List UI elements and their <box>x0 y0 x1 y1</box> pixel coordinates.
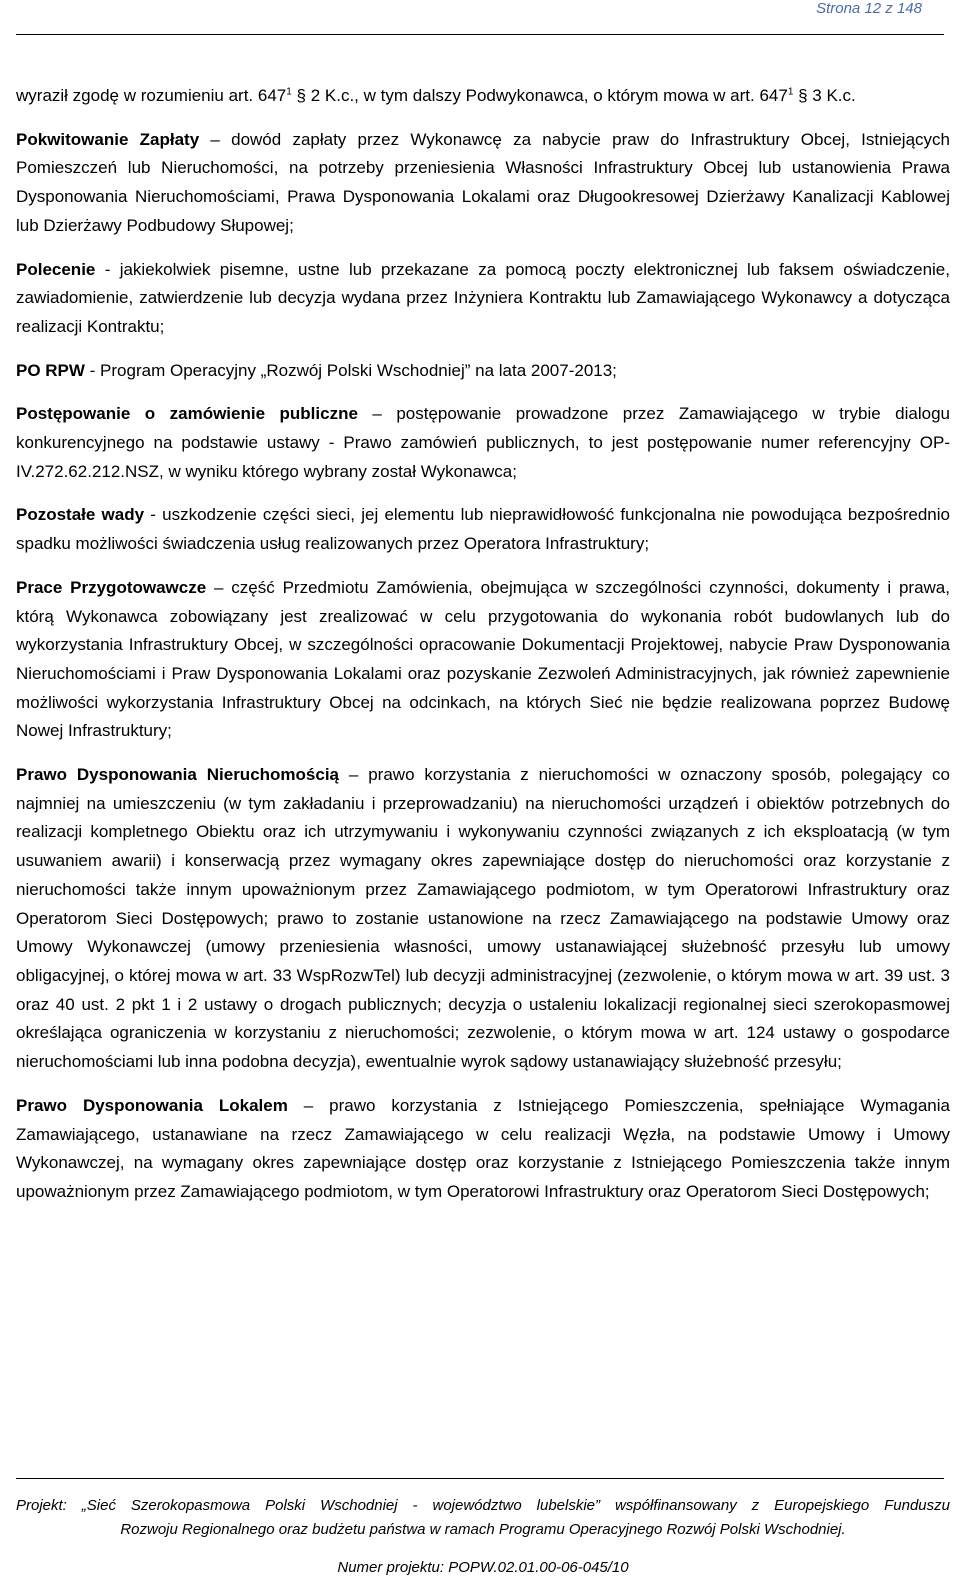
footer-project-line: Projekt: „Sieć Szerokopasmowa Polski Wschodniej - województwo lubelskie” współfinansowany z Europejskiego Funduszu <box>16 1497 950 1514</box>
page-footer <box>16 1494 950 1580</box>
definition-term: Prawo Dysponowania Nieruchomością <box>16 765 340 785</box>
definition-text: – prawo korzystania z Istniejącego Pomieszczenia, spełniające Wymagania Zamawiającego, ustanawiane na rzecz Zamawiającego w celu realizacji Węzła, na podstawie Umowy i Umowy Wykonawczej, na wymagany okres zapewniające dostęp oraz korzystanie z Istniejącego Pomieszczenia także innym upoważnionym przez Zamawiającego podmiotom, w tym Operatorowi Infrastruktury oraz Operatorom Sieci Dostępowych; <box>16 1095 950 1201</box>
page-number: Strona 12 z 148 <box>816 0 922 17</box>
definition-term: Prawo Dysponowania Lokalem <box>16 1095 288 1115</box>
superscript: 1 <box>787 86 794 98</box>
definition-prawo-dysponowania-nieruchomoscia <box>16 761 950 1077</box>
definition-prace-przygotowawcze <box>16 574 950 746</box>
definition-term: Polecenie <box>16 259 96 279</box>
paragraph-text: wyraził zgodę w rozumieniu art. 647 <box>16 86 287 105</box>
definition-text: - jakiekolwiek pisemne, ustne lub przekazane za pomocą poczty elektronicznej lub faksem oświadczenie, zawiadomienie, zatwierdzenie lub decyzja wydana przez Inżyniera Kontraktu lub Zamawiającego Wykonawcy a dotycząca realizacji Kontraktu; <box>16 259 950 336</box>
definition-polecenie <box>16 256 950 342</box>
footer-funding-line: Rozwoju Regionalnego oraz budżetu państwa w ramach Programu Operacyjnego Rozwój Polski Wschodniej. <box>120 1521 846 1538</box>
definition-po-rpw <box>16 357 950 386</box>
definition-term: Postępowanie o zamówienie publiczne <box>16 404 358 424</box>
definition-text: - Program Operacyjny „Rozwój Polski Wschodniej” na lata 2007-2013; <box>84 360 617 380</box>
header-divider <box>16 34 944 35</box>
superscript: 1 <box>286 86 292 98</box>
definition-text: – postępowanie prowadzone przez Zamawiającego w trybie dialogu konkurencyjnego na podstawie ustawy - Prawo zamówień publicznych, to jest postępowanie numer referencyjny OP-IV.272.62.212.NSZ, w wyniku którego wybrany został Wykonawca; <box>16 404 950 481</box>
definition-pokwitowanie-zaplaty <box>16 126 950 241</box>
definition-term: Prace Przygotowawcze <box>16 577 207 597</box>
definition-prawo-dysponowania-lokalem <box>16 1092 950 1207</box>
definition-postepowanie <box>16 400 950 486</box>
definition-term: Pozostałe wady <box>16 505 145 525</box>
definition-term: PO RPW <box>16 360 85 380</box>
paragraph-text: § 2 K.c., w tym dalszy Podwykonawca, o którym mowa w art. 647 <box>291 86 788 105</box>
definitions-body <box>16 82 950 1222</box>
definition-text: – część Przedmiotu Zamówienia, obejmująca w szczególności czynności, dokumenty i prawa, którą Wykonawca zobowiązany jest zrealizować w celu przygotowania do wykonania robót budowlanych lub do wykorzystania Infrastruktury Obcej, w szczególności opracowanie Dokumentacji Projektowej, nabycie Praw Dysponowania Nieruchomościami i Praw Dysponowania Lokalami oraz pozyskanie Zezwoleń Administracyjnych, jak również zapewnienie możliwości wykorzystania Infrastruktury Obcej na odcinkach, na których Sieć nie będzie realizowana poprzez Budowę Nowej Infrastruktury; <box>16 577 950 741</box>
definition-text: – prawo korzystania z nieruchomości w oznaczony sposób, polegający co najmniej na umieszczeniu (w tym zakładaniu i przeprowadzaniu) na nieruchomości urządzeń i obiektów potrzebnych do realizacji kompletnego Obiektu oraz ich utrzymywaniu i wykonywaniu czynności związanych z ich eksploatacją (w tym usuwaniem awarii) i konserwacją przez wymagany okres zapewniające dostęp do nieruchomości oraz korzystanie z nieruchomości także innym upoważnionym przez Zamawiającego podmiotom, w tym Operatorowi Infrastruktury oraz Operatorom Sieci Dostępowych; prawo to zostanie ustanowione na rzecz Zamawiającego na podstawie Umowy oraz Umowy Wykonawczej (umowy przeniesienia własności, umowy ustanawiającej służebność przesyłu lub umowy obligacyjnej, o której mowa w art. 33 WspRozwTel) lub decyzji administracyjnej (zezwolenie, o którym mowa w art. 39 ust. 3 oraz 40 ust. 2 pkt 1 i 2 ustawy o drogach publicznych; decyzja o ustaleniu lokalizacji regionalnej sieci szerokopasmowej określająca ograniczenia w korzystaniu z nieruchomości; zezwolenie, o którym mowa w art. 124 ustawy o gospodarce nieruchomościami lub inna podobna decyzja), ewentualnie wyrok sądowy ustanawiający służebność przesyłu; <box>16 765 950 1072</box>
definition-pozostale-wady <box>16 501 950 558</box>
definition-continuation <box>16 82 950 111</box>
definition-term: Pokwitowanie Zapłaty <box>16 129 200 149</box>
definition-text: - uszkodzenie części sieci, jej elementu lub nieprawidłowość funkcjonalna nie powodująca bezpośrednio spadku możliwości świadczenia usług realizowanych przez Operatora Infrastruktury; <box>16 505 950 554</box>
paragraph-text: § 3 K.c. <box>793 86 856 105</box>
footer-project-number: Numer projektu: POPW.02.01.00-06-045/10 <box>337 1559 629 1576</box>
definition-text: – dowód zapłaty przez Wykonawcę za nabycie praw do Infrastruktury Obcej, Istniejących Pomieszczeń lub Nieruchomości, na potrzeby przeniesienia Własności Infrastruktury Obcej lub ustanowienia Prawa Dysponowania Nieruchomościami, Prawa Dysponowania Lokalami oraz Długookresowej Dzierżawy Kanalizacji Kablowej lub Dzierżawy Podbudowy Słupowej; <box>16 129 950 235</box>
footer-divider <box>16 1478 944 1479</box>
